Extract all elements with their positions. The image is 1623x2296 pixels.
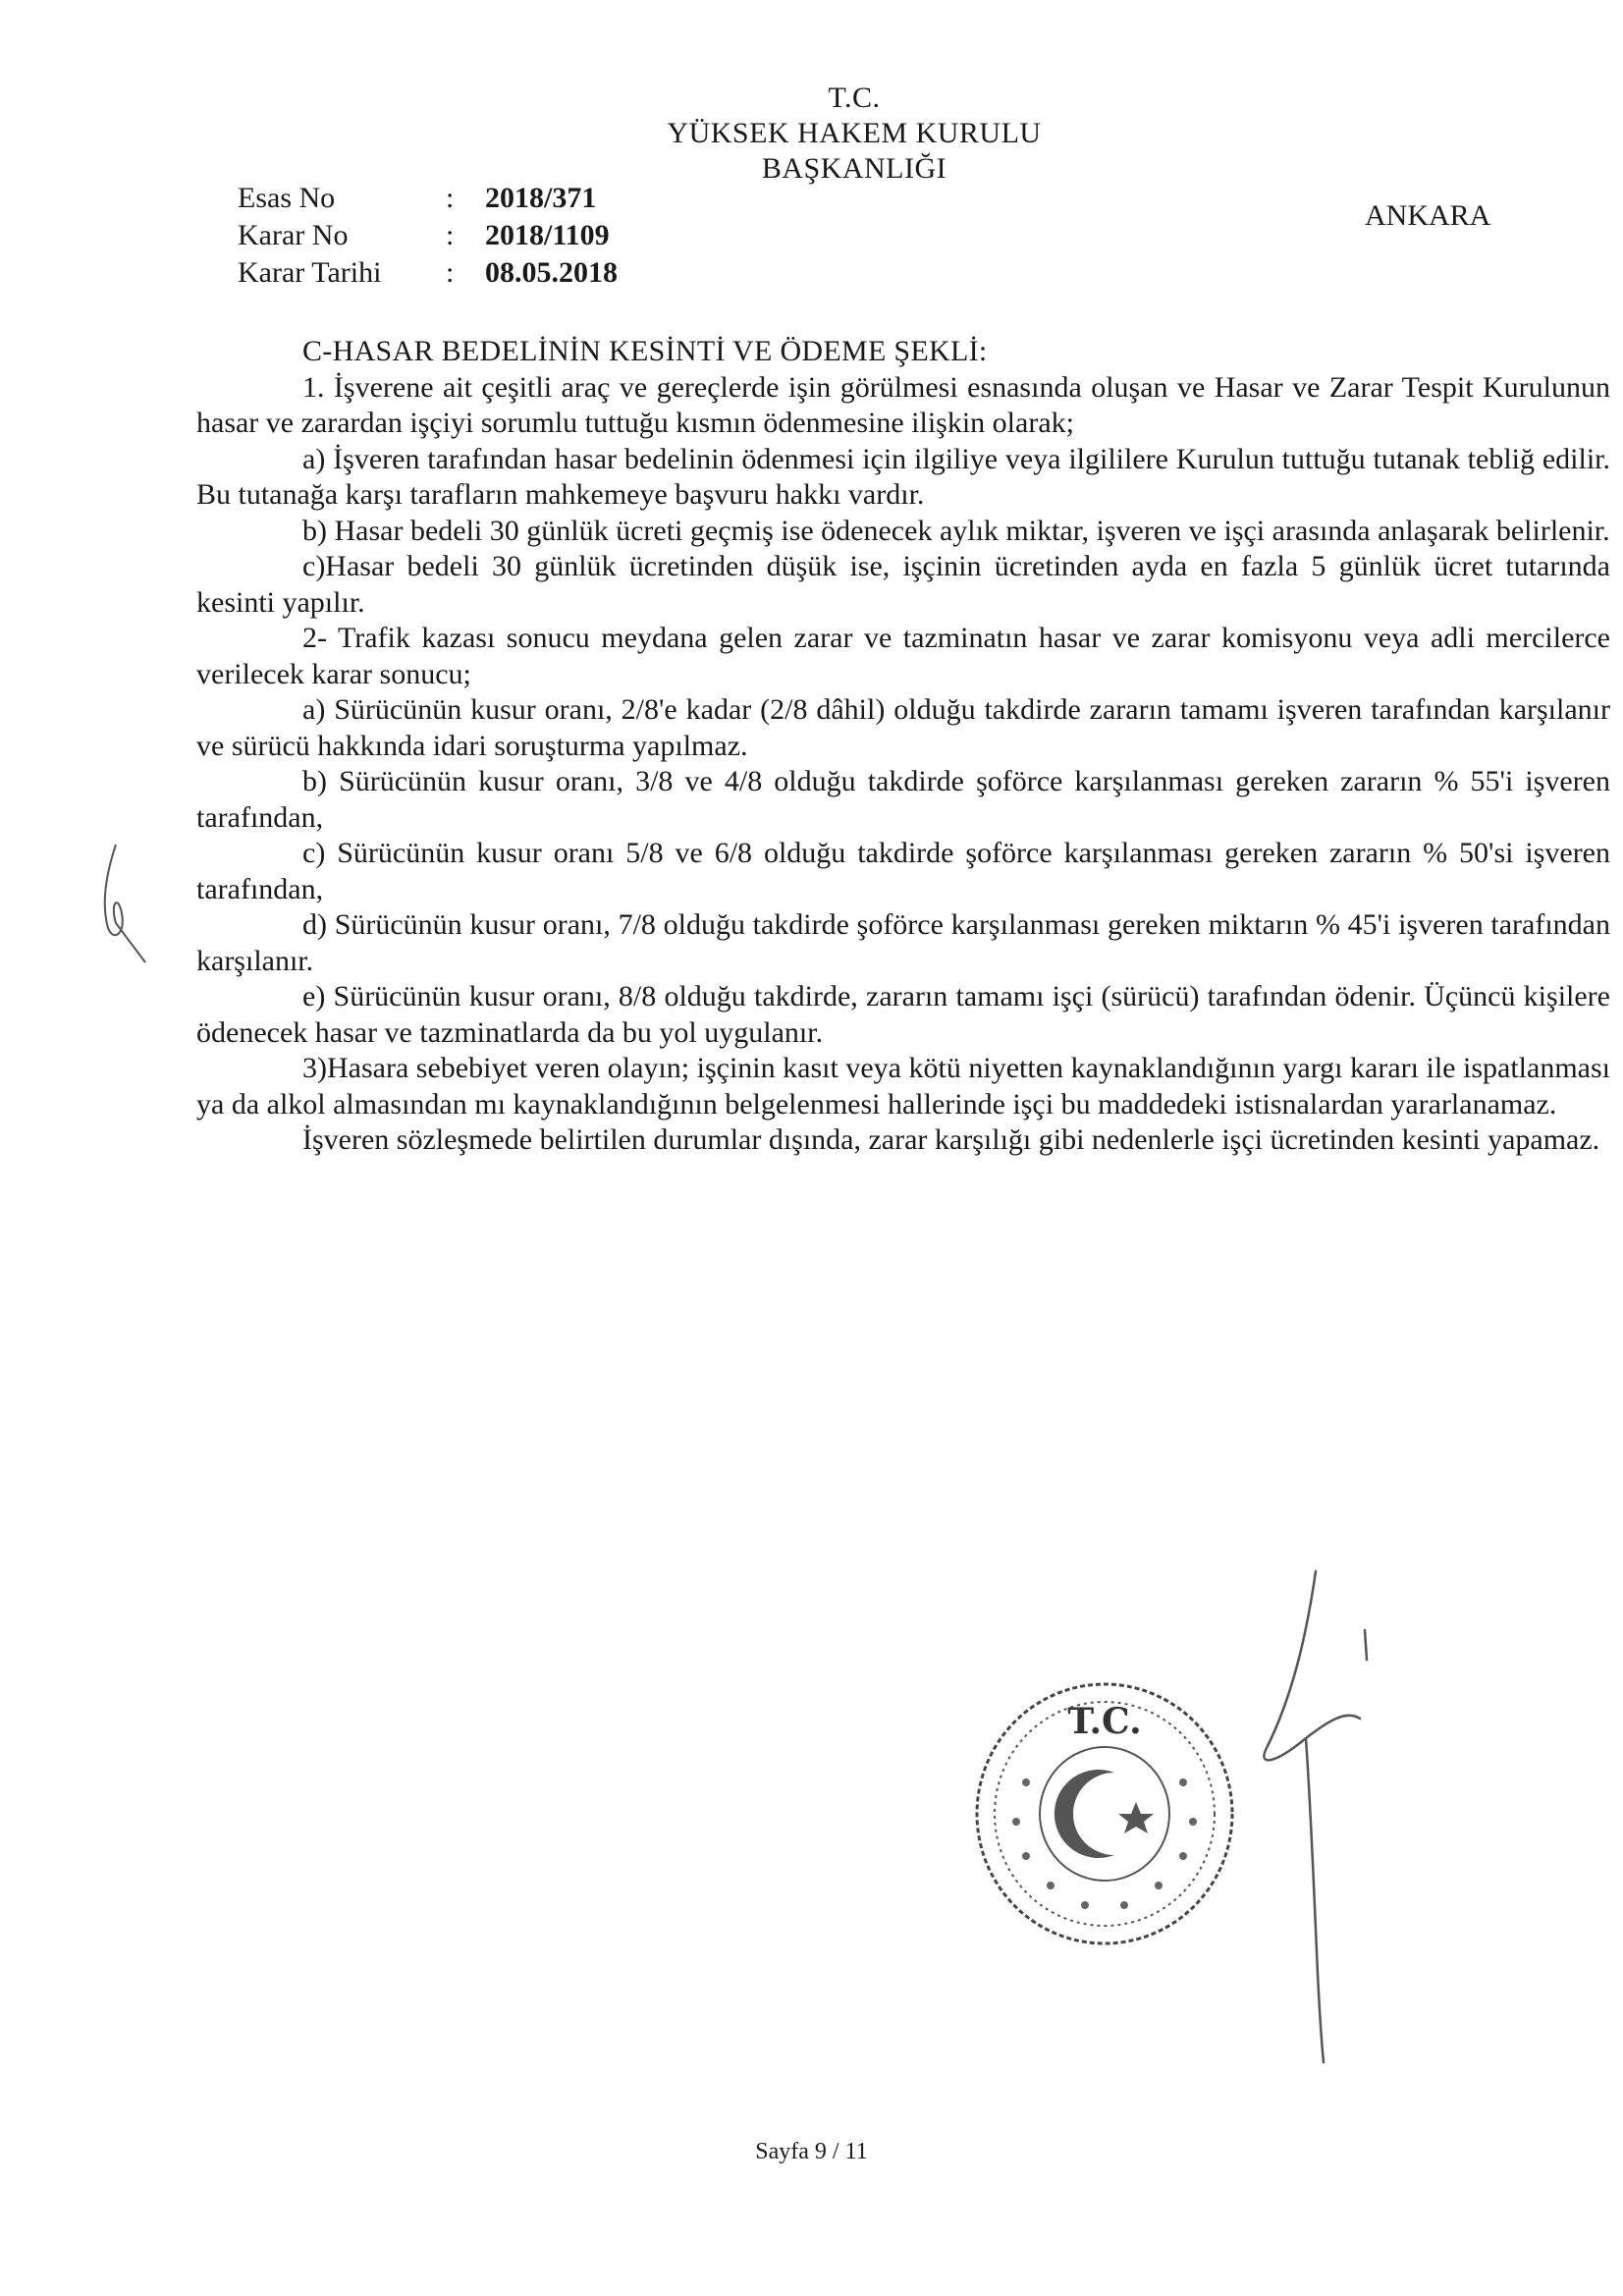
meta-row-tarih [238, 254, 618, 292]
meta-key: Karar No [238, 219, 349, 251]
paragraph: a) İşveren tarafından hasar bedelinin ödenmesi için ilgiliye veya ilgililere Kurulun tuttuğu tutanak tebliğ edilir. Bu tutanağa karşı tarafların mahkemeye başvuru hakkı vardır. [196, 442, 1610, 511]
margin-initial-mark [86, 835, 165, 972]
meta-colon: : [446, 182, 455, 214]
header-line-1: T.C. [828, 82, 881, 114]
paragraph: b) Sürücünün kusur oranı, 3/8 ve 4/8 olduğu takdirde şoförce karşılanması gereken zararın % 55'i işveren tarafından, [196, 765, 1610, 834]
section-title: C-HASAR BEDELİNİN KESİNTİ VE ÖDEME ŞEKLİ: [302, 335, 988, 367]
paragraph: İşveren sözleşmede belirtilen durumlar dışında, zarar karşılığı gibi nedenlerle işçi ücretinden kesinti yapamaz. [302, 1123, 1600, 1156]
paragraph: b) Hasar bedeli 30 günlük ücreti geçmiş ise ödenecek aylık miktar, işveren ve işçi arasında anlaşarak belirlenir. [302, 514, 1610, 547]
paragraph: c) Sürücünün kusur oranı 5/8 ve 6/8 olduğu takdirde şoförce karşılanması gereken zararın % 50'si işveren tarafından, [196, 837, 1610, 905]
header-line-2: YÜKSEK HAKEM KURULU [667, 117, 1042, 149]
city-label: ANKARA [1365, 199, 1491, 232]
paragraph: e) Sürücünün kusur oranı, 8/8 olduğu takdirde, zararın tamamı işçi (sürücü) tarafından ödenir. Üçüncü kişilere ödenecek hasar ve tazminatlarda da bu yol uygulanır. [196, 980, 1610, 1049]
handwritten-signature [1247, 1561, 1394, 2072]
paragraph: 1. İşverene ait çeşitli araç ve gereçlerde işin görülmesi esnasında oluşan ve Hasar ve Zarar Tespit Kurulunun hasar ve zarardan işçiyi sorumlu tuttuğu kısmın ödenmesine ilişkin olarak; [196, 370, 1610, 439]
official-seal-stamp [967, 1674, 1242, 1954]
paragraph: 3)Hasara sebebiyet veren olayın; işçinin kasıt veya kötü niyetten kaynaklandığının yargı kararı ile ispatlanması ya da alkol almasından mı kaynaklandığının belgelenmesi hallerinde işçi bu maddedeki istisnalardan yararlanamaz. [196, 1052, 1610, 1121]
meta-value: 2018/371 [485, 182, 597, 214]
meta-key: Karar Tarihi [238, 256, 382, 289]
meta-colon: : [446, 219, 455, 251]
paragraph: 2- Trafik kazası sonucu meydana gelen zarar ve tazminatın hasar ve zarar komisyonu veya adli mercilerce verilecek karar sonucu; [196, 622, 1610, 690]
case-meta [238, 180, 618, 292]
meta-row-karar [238, 217, 618, 254]
meta-key: Esas No [238, 182, 336, 214]
paragraph: c)Hasar bedeli 30 günlük ücretinden düşük ise, işçinin ücretinden ayda en fazla 5 günlük ücret tutarında kesinti yapılır. [196, 550, 1610, 619]
paragraph: d) Sürücünün kusur oranı, 7/8 olduğu takdirde şoförce karşılanması gereken miktarın % 45'i işveren tarafından karşılanır. [196, 908, 1610, 977]
stamp-label: T.C. [1067, 1701, 1142, 1742]
page-number: Sayfa 9 / 11 [755, 2139, 868, 2164]
paragraph: a) Sürücünün kusur oranı, 2/8'e kadar (2/8 dâhil) olduğu takdirde zararın tamamı işveren tarafından karşılanır ve sürücü hakkında idari soruşturma yapılmaz. [196, 693, 1610, 762]
meta-value: 2018/1109 [485, 219, 610, 251]
header-line-3: BAŞKANLIĞI [761, 152, 947, 185]
document-body [196, 334, 1610, 1159]
meta-value: 08.05.2018 [485, 256, 618, 289]
institution-header [550, 81, 1159, 187]
meta-row-esas [238, 180, 618, 217]
meta-colon: : [446, 256, 455, 289]
